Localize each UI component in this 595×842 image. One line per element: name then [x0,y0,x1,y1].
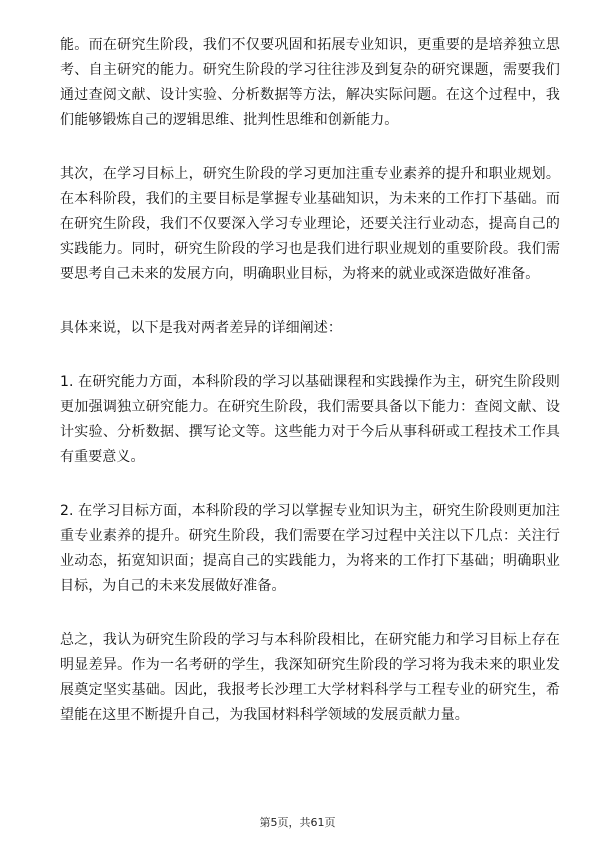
paragraph-gap [60,599,560,628]
paragraph-gap [60,133,560,162]
paragraph-3: 具体来说，以下是我对两者差异的详细阐述： [60,320,342,336]
paragraph-gap [60,341,560,370]
paragraph-4: 1. 在研究能力方面，本科阶段的学习以基础课程和实践操作为主，研究生阶段则更加强调独立研究能力。在研究生阶段，我们需要具备以下能力：查阅文献、设计实验、分析数据、撰写论文等。这些能力对于今后从事科研或工程技术工作具有重要意义。 [60,374,560,465]
paragraph-1: 能。而在研究生阶段，我们不仅要巩固和拓展专业知识，更重要的是培养独立思考、自主研究的能力。研究生阶段的学习往往涉及到复杂的研究课题，需要我们通过查阅文献、设计实验、分析数据等方法，解决实际问题。在这个过程中，我们能够锻炼自己的逻辑思维、批判性思维和创新能力。 [60,37,560,128]
paragraph-2: 其次，在学习目标上，研究生阶段的学习更加注重专业素养的提升和职业规划。在本科阶段，我们的主要目标是掌握专业基础知识，为未来的工作打下基础。而在研究生阶段，我们不仅要深入学习专业理论，还要关注行业动态，提高自己的实践能力。同时，研究生阶段的学习也是我们进行职业规划的重要阶段。我们需要思考自己未来的发展方向，明确职业目标，为将来的就业或深造做好准备。 [60,166,560,282]
document-body [60,33,560,728]
page-number-footer: 第5页，共61页 [259,816,336,829]
paragraph-gap [60,470,560,499]
paragraph-5: 2. 在学习目标方面，本科阶段的学习以掌握专业知识为主，研究生阶段则更加注重专业素养的提升。研究生阶段，我们需要在学习过程中关注以下几点：关注行业动态，拓宽知识面；提高自己的实践能力，为将来的工作打下基础；明确职业目标，为自己的未来发展做好准备。 [60,503,560,594]
paragraph-gap [60,287,560,316]
paragraph-6: 总之，我认为研究生阶段的学习与本科阶段相比，在研究能力和学习目标上存在明显差异。作为一名考研的学生，我深知研究生阶段的学习将为我未来的职业发展奠定坚实基础。因此，我报考长沙理工大学材料科学与工程专业的研究生，希望能在这里不断提升自己，为我国材料科学领域的发展贡献力量。 [60,632,560,723]
